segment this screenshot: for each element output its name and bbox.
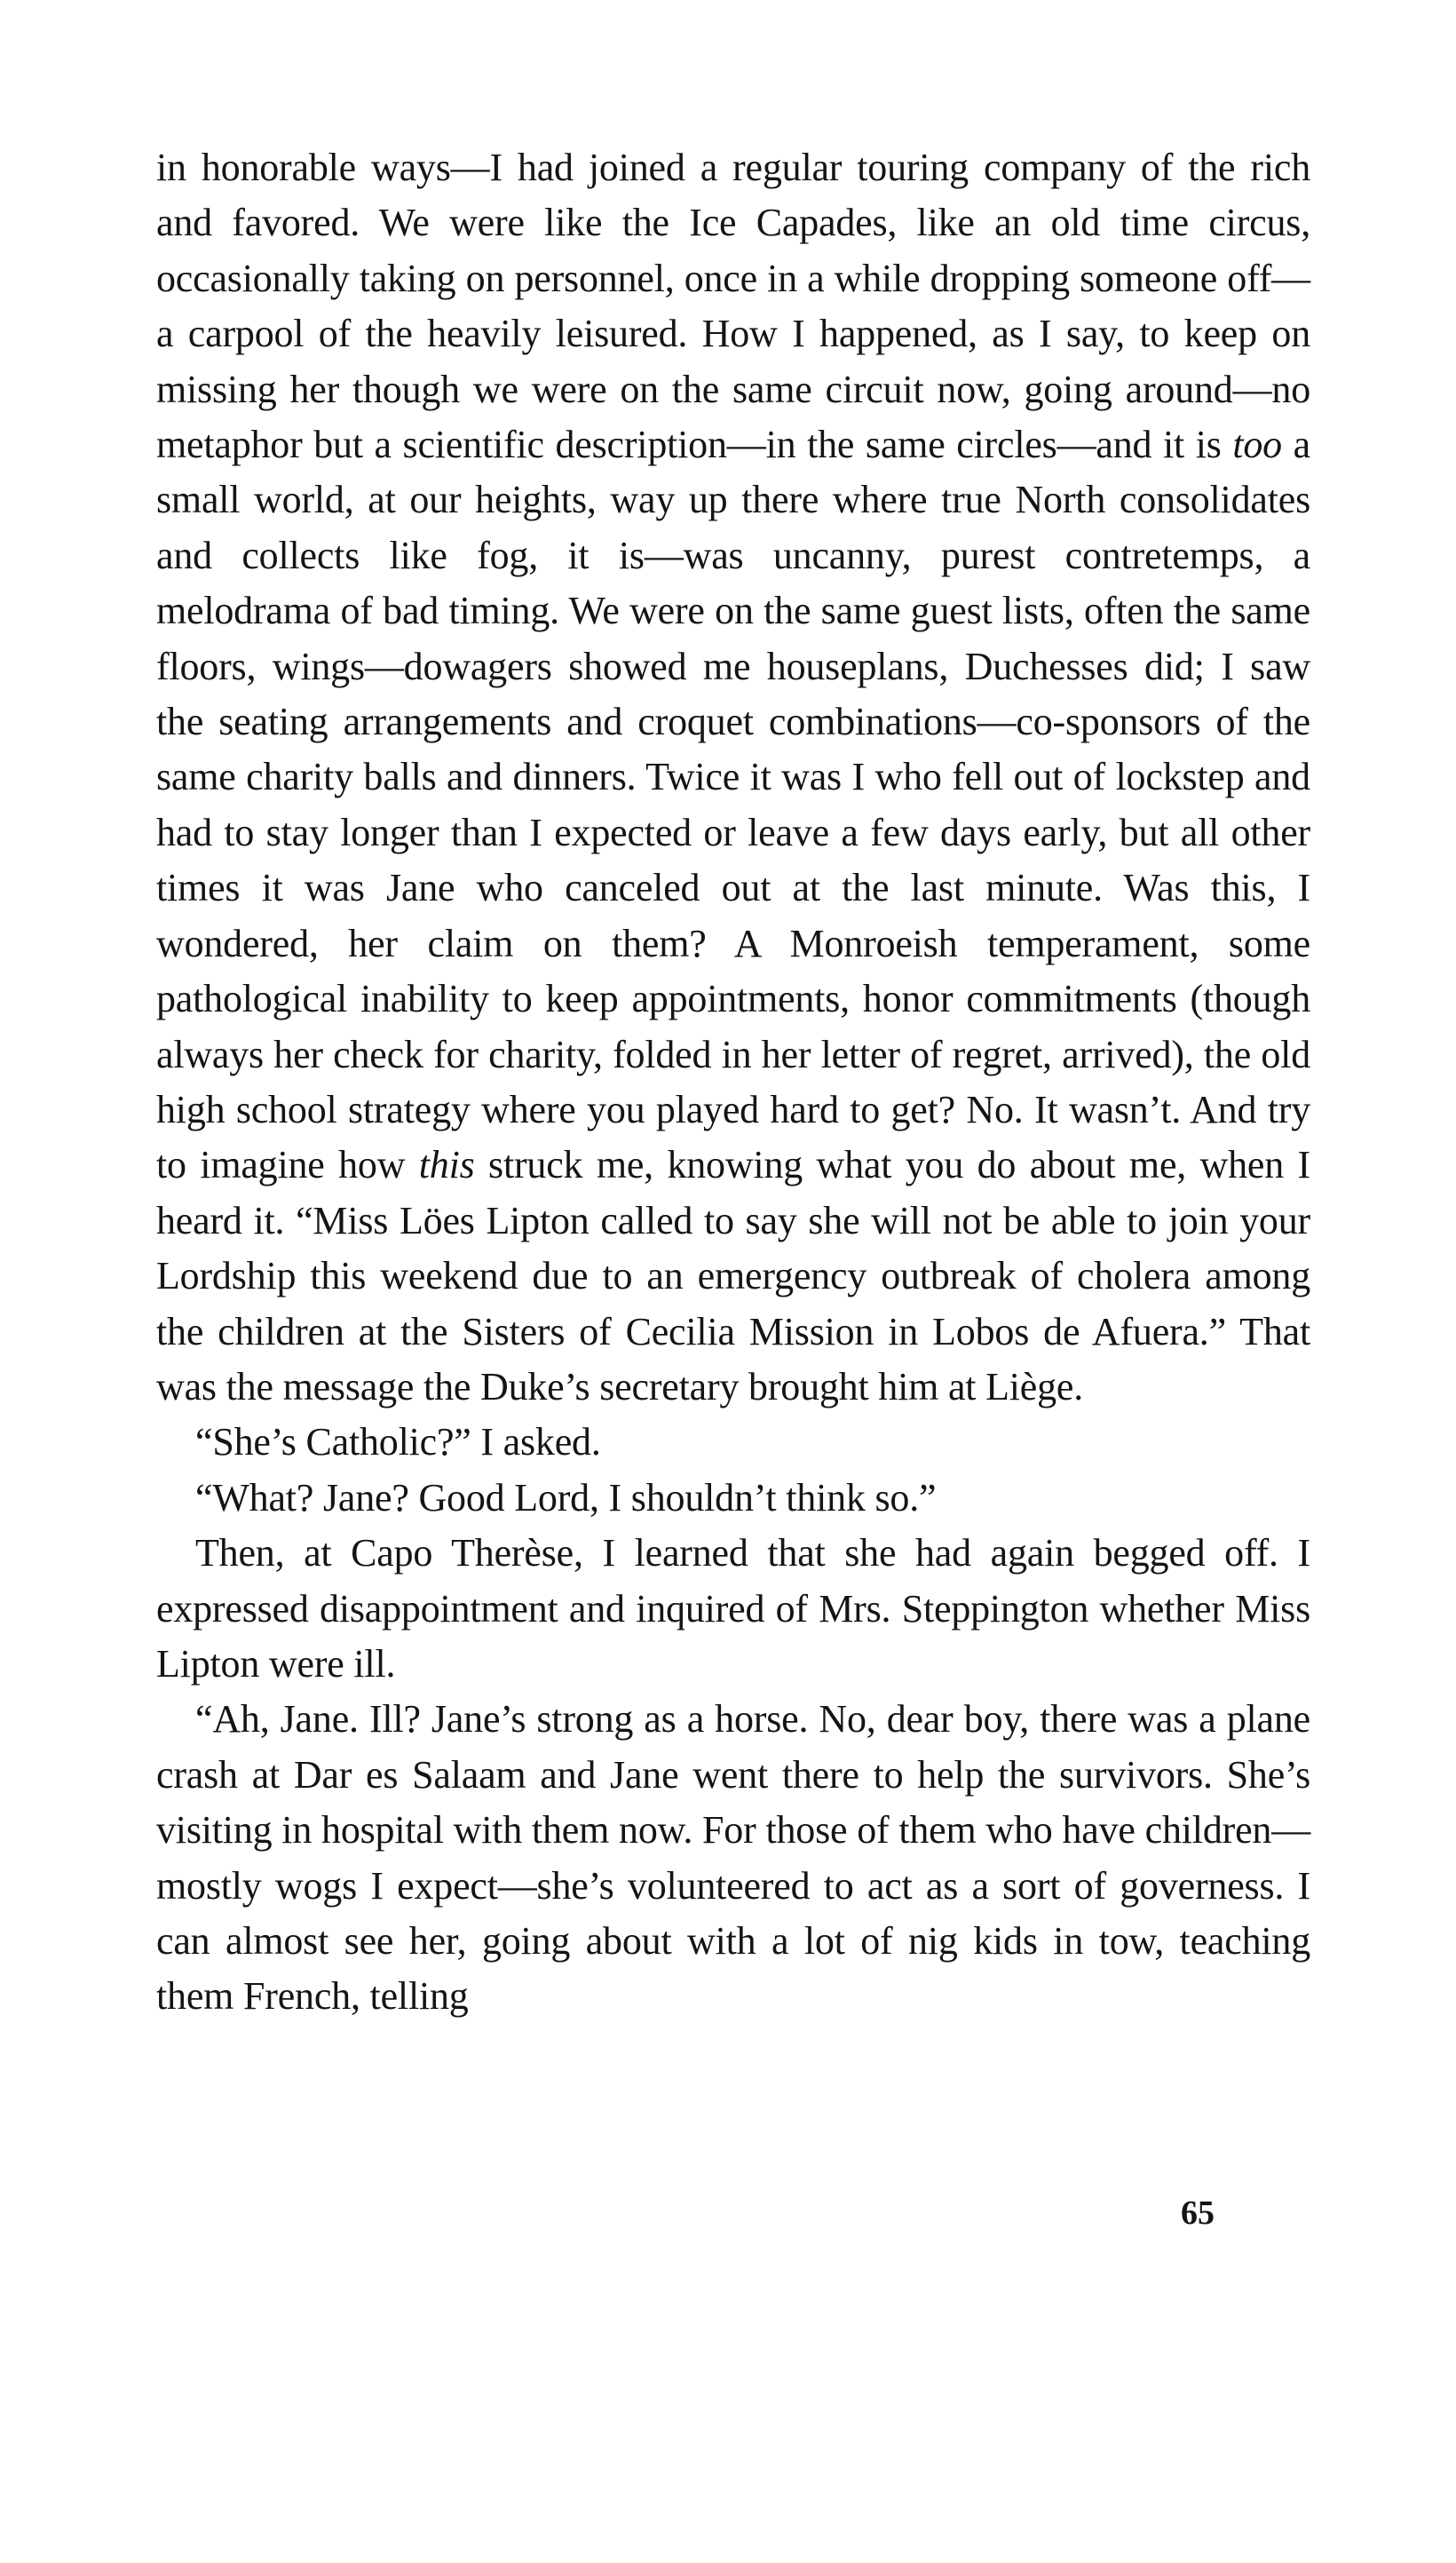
emphasis-text: too: [1232, 423, 1282, 467]
text-run: in honorable ways—I had joined a regular touring company of the rich and favored. We were like the Ice Capades, like an old time circus, occasionally taking on personnel, once in a while dropping someone off—a carpool of the heavily leisured. How I happened, as I say, to keep on missing her though we were on the same circuit now, going around—no metaphor but a scientific description—in the same circles—and it is: [156, 146, 1310, 467]
text-run: “What? Jane? Good Lord, I shouldn’t think so.”: [195, 1475, 937, 1520]
text-run: “Ah, Jane. Ill? Jane’s strong as a horse. No, dear boy, there was a plane crash at Dar es Salaam and Jane went there to help the survivors. She’s visiting in hospital with them now. For those of them who have children—mostly wogs I expect—she’s volunteered to act as a sort of governess. I can almost see her, going about with a lot of nig kids in tow, teaching them French, telling: [156, 1697, 1310, 2019]
paragraph: [156, 1526, 1310, 1692]
body-text: [156, 140, 1310, 2025]
page-number: 65: [1181, 2194, 1215, 2232]
paragraph: [156, 1471, 1310, 1526]
paragraph: [156, 1415, 1310, 1470]
text-run: “She’s Catholic?” I asked.: [195, 1420, 601, 1464]
paragraph: [156, 140, 1310, 1415]
text-run: Then, at Capo Therèse, I learned that she had again begged off. I expressed disappointment and inquired of Mrs. Steppington whether Miss Lipton were ill.: [156, 1531, 1310, 1686]
text-run: struck me, knowing what you do about me, when I heard it. “Miss Löes Lipton called to say she will not be able to join your Lordship this weekend due to an emergency outbreak of cholera among the children at the Sisters of Cecilia Mission in Lobos de Afuera.” That was the message the Duke’s secretary brought him at Liège.: [156, 1143, 1310, 1408]
paragraph: [156, 1692, 1310, 2024]
text-run: a small world, at our heights, way up there where true North consolidates and collects like fog, it is—was uncanny, purest contretemps, a melodrama of bad timing. We were on the same guest lists, often the same floors, wings—dowagers showed me houseplans, Duchesses did; I saw the seating arrangements and croquet combinations—co-sponsors of the same charity balls and dinners. Twice it was I who fell out of lockstep and had to stay longer than I expected or leave a few days early, but all other times it was Jane who canceled out at the last minute. Was this, I wondered, her claim on them? A Monroeish temperament, some pathological inability to keep appointments, honor commitments (though always her check for charity, folded in her letter of regret, arrived), the old high school strategy where you played hard to get? No. It wasn’t. And try to imagine how: [156, 423, 1310, 1187]
emphasis-text: this: [418, 1143, 475, 1187]
